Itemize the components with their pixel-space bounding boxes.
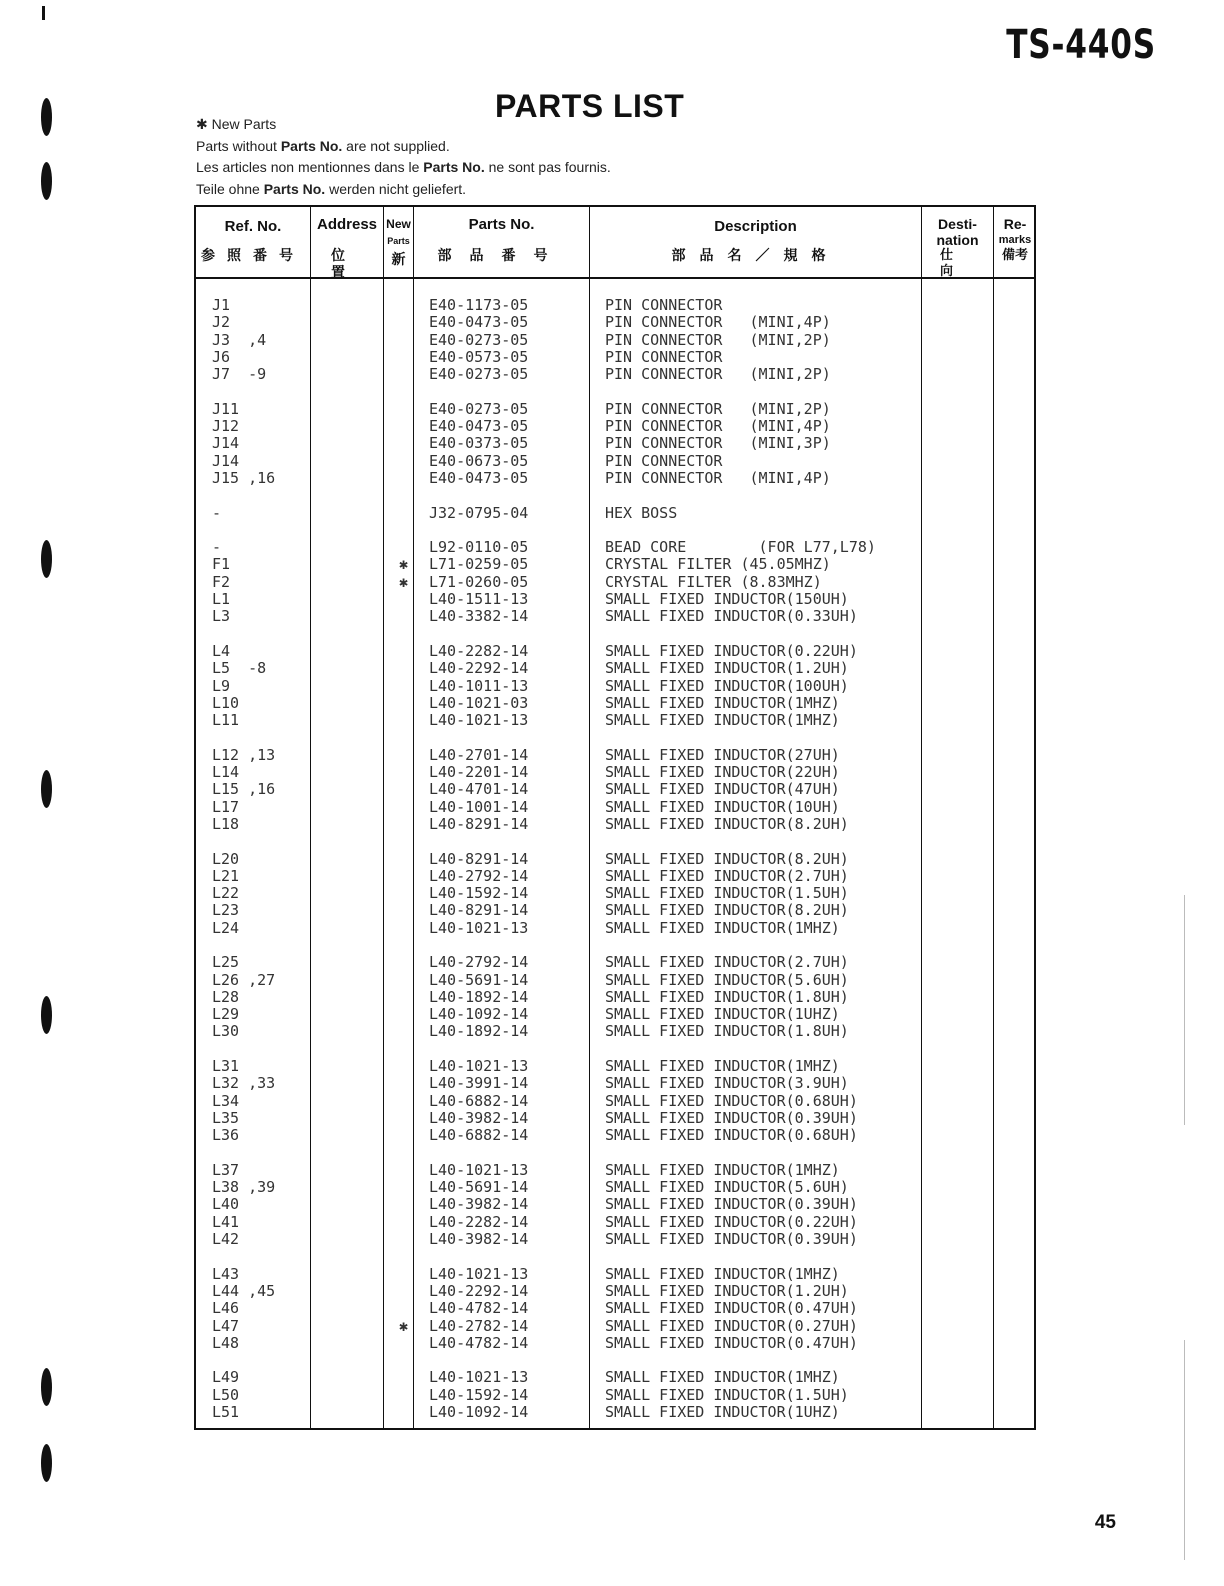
table-row	[196, 678, 1034, 695]
ref-cell: L5 -8	[212, 659, 267, 678]
part-number-cell: L40-1892-14	[429, 1022, 529, 1041]
row-group	[196, 747, 1034, 833]
part-number-cell: L40-2201-14	[429, 763, 529, 782]
row-group	[196, 1266, 1034, 1352]
ref-cell: L14	[212, 763, 240, 782]
table-row	[196, 1369, 1034, 1386]
table-row	[196, 505, 1034, 522]
part-number-cell: L40-1001-14	[429, 797, 529, 816]
ref-cell: L31	[212, 1057, 240, 1076]
part-number-cell: L40-3982-14	[429, 1108, 529, 1127]
table-row	[196, 1335, 1034, 1352]
table-row	[196, 1404, 1034, 1421]
part-number-cell: L40-1092-14	[429, 1403, 529, 1421]
col-description: Description 部品名／規格	[671, 218, 840, 264]
part-number-cell: L40-1021-13	[429, 711, 529, 730]
binder-hole	[41, 996, 52, 1034]
description-cell: SMALL FIXED INDUCTOR(8.2UH)	[605, 849, 849, 868]
part-number-cell: L40-2782-14	[429, 1316, 529, 1335]
part-number-cell: E40-0473-05	[429, 468, 529, 487]
table-row	[196, 712, 1034, 729]
description-cell: SMALL FIXED INDUCTOR(1.8UH)	[605, 1022, 849, 1041]
table-row	[196, 1231, 1034, 1248]
description-cell: SMALL FIXED INDUCTOR(8.2UH)	[605, 901, 849, 920]
description-cell: SMALL FIXED INDUCTOR(47UH)	[605, 780, 840, 799]
part-number-cell: L40-1021-13	[429, 1057, 529, 1076]
part-number-cell: L40-1592-14	[429, 1385, 529, 1404]
ref-cell: L12 ,13	[212, 745, 276, 764]
description-cell: PIN CONNECTOR (MINI,2P)	[605, 330, 831, 349]
binder-hole	[41, 1368, 52, 1406]
description-cell: PIN CONNECTOR	[605, 347, 723, 366]
row-group	[196, 1162, 1034, 1248]
description-cell: SMALL FIXED INDUCTOR(0.22UH)	[605, 1212, 858, 1231]
part-number-cell: L40-5691-14	[429, 1178, 529, 1197]
table-row	[196, 418, 1034, 435]
table-row	[196, 539, 1034, 556]
table-row	[196, 747, 1034, 764]
part-number-cell: L40-2282-14	[429, 641, 529, 660]
parts-rows	[196, 297, 1034, 1439]
ref-cell: L47	[212, 1316, 240, 1335]
binder-hole	[41, 162, 52, 200]
description-cell: PIN CONNECTOR	[605, 451, 723, 470]
table-row	[196, 332, 1034, 349]
part-number-cell: L40-2792-14	[429, 866, 529, 885]
ref-cell: L30	[212, 1022, 240, 1041]
ref-cell: L28	[212, 987, 240, 1006]
part-number-cell: L40-1511-13	[429, 590, 529, 609]
binder-hole	[41, 98, 52, 136]
description-cell: SMALL FIXED INDUCTOR(1.5UH)	[605, 884, 849, 903]
ref-cell: L34	[212, 1091, 240, 1110]
table-row	[196, 954, 1034, 971]
table-row	[196, 1162, 1034, 1179]
part-number-cell: E40-0373-05	[429, 434, 529, 453]
ref-cell: J11	[212, 399, 240, 418]
part-number-cell: L40-1592-14	[429, 884, 529, 903]
table-row	[196, 989, 1034, 1006]
table-row	[196, 435, 1034, 452]
part-number-cell: L40-5691-14	[429, 970, 529, 989]
description-cell: HEX BOSS	[605, 503, 678, 522]
table-row	[196, 297, 1034, 314]
table-row	[196, 1318, 1034, 1335]
part-number-cell: L40-6882-14	[429, 1091, 529, 1110]
description-cell: SMALL FIXED INDUCTOR(0.47UH)	[605, 1299, 858, 1318]
part-number-cell: L40-1021-13	[429, 1368, 529, 1387]
description-cell: SMALL FIXED INDUCTOR(5.6UH)	[605, 1178, 849, 1197]
ref-cell: L29	[212, 1005, 240, 1024]
part-number-cell: L40-1021-03	[429, 693, 529, 712]
part-number-cell: E40-0473-05	[429, 313, 529, 332]
description-cell: SMALL FIXED INDUCTOR(5.6UH)	[605, 970, 849, 989]
ref-cell: F2	[212, 572, 231, 591]
ref-cell: J12	[212, 417, 240, 436]
page-number: 45	[1094, 1512, 1116, 1533]
ref-cell: L42	[212, 1230, 240, 1249]
ref-cell: L11	[212, 711, 240, 730]
ref-cell: L35	[212, 1108, 240, 1127]
part-number-cell: L40-2292-14	[429, 1281, 529, 1300]
description-cell: SMALL FIXED INDUCTOR(27UH)	[605, 745, 840, 764]
table-row	[196, 885, 1034, 902]
table-row	[196, 1075, 1034, 1092]
description-cell: PIN CONNECTOR (MINI,2P)	[605, 365, 831, 384]
ref-cell: J2	[212, 313, 231, 332]
description-cell: SMALL FIXED INDUCTOR(8.2UH)	[605, 814, 849, 833]
ref-cell: L26 ,27	[212, 970, 276, 989]
ref-cell: L36	[212, 1126, 240, 1145]
description-cell: SMALL FIXED INDUCTOR(1MHZ)	[605, 1264, 840, 1283]
description-cell: SMALL FIXED INDUCTOR(100UH)	[605, 676, 849, 695]
ref-cell: L15 ,16	[212, 780, 276, 799]
ref-cell: L32 ,33	[212, 1074, 276, 1093]
ref-cell: J14	[212, 451, 240, 470]
ref-cell: L24	[212, 918, 240, 937]
ref-cell: J6	[212, 347, 231, 366]
ref-cell: L3	[212, 607, 231, 626]
table-row	[196, 1196, 1034, 1213]
description-cell: SMALL FIXED INDUCTOR(1MHZ)	[605, 711, 840, 730]
table-row	[196, 349, 1034, 366]
table-row	[196, 1110, 1034, 1127]
table-row	[196, 972, 1034, 989]
description-cell: SMALL FIXED INDUCTOR(1.8UH)	[605, 987, 849, 1006]
col-ref: Ref. No. 参照番号	[201, 218, 305, 264]
part-number-cell: E40-1173-05	[429, 296, 529, 314]
table-row	[196, 660, 1034, 677]
table-row	[196, 695, 1034, 712]
description-cell: SMALL FIXED INDUCTOR(1.5UH)	[605, 1385, 849, 1404]
part-number-cell: L40-8291-14	[429, 814, 529, 833]
part-number-cell: L40-2292-14	[429, 659, 529, 678]
table-row	[196, 556, 1034, 573]
ref-cell: L4	[212, 641, 231, 660]
ref-cell: J3 ,4	[212, 330, 267, 349]
ref-cell: L49	[212, 1368, 240, 1387]
col-parts-no: Parts No. 部品番号	[437, 216, 566, 264]
part-number-cell: J32-0795-04	[429, 503, 529, 522]
scan-artifact-line	[1184, 895, 1185, 1125]
col-remarks: Re- marks 備考	[998, 216, 1032, 263]
note-english: Parts without Parts No. are not supplied.	[196, 137, 450, 154]
table-row	[196, 1283, 1034, 1300]
table-row	[196, 781, 1034, 798]
description-cell: SMALL FIXED INDUCTOR(0.27UH)	[605, 1316, 858, 1335]
row-group	[196, 1058, 1034, 1144]
model-number: TS-440S	[1006, 22, 1156, 68]
ref-cell: L17	[212, 797, 240, 816]
description-cell: SMALL FIXED INDUCTOR(0.39UH)	[605, 1195, 858, 1214]
ref-cell: L10	[212, 693, 240, 712]
description-cell: SMALL FIXED INDUCTOR(1.2UH)	[605, 1281, 849, 1300]
row-group	[196, 297, 1034, 383]
table-row	[196, 1127, 1034, 1144]
part-number-cell: L40-6882-14	[429, 1126, 529, 1145]
ref-cell: L22	[212, 884, 240, 903]
note-german: Teile ohne Parts No. werden nicht geliefert.	[196, 180, 467, 197]
part-number-cell: E40-0573-05	[429, 347, 529, 366]
table-row	[196, 868, 1034, 885]
new-parts-note: ✱ New Parts	[196, 116, 277, 132]
ref-cell: L1	[212, 590, 231, 609]
table-row	[196, 643, 1034, 660]
ref-cell: -	[212, 503, 222, 522]
table-row	[196, 401, 1034, 418]
description-cell: PIN CONNECTOR (MINI,3P)	[605, 434, 831, 453]
part-number-cell: E40-0673-05	[429, 451, 529, 470]
table-row	[196, 453, 1034, 470]
part-number-cell: E40-0273-05	[429, 399, 529, 418]
description-cell: CRYSTAL FILTER (8.83MHZ)	[605, 572, 822, 591]
part-number-cell: L40-4782-14	[429, 1299, 529, 1318]
col-address: Address 位 置	[316, 216, 378, 281]
col-destination: Desti- nation 仕 向	[936, 216, 979, 279]
description-cell: SMALL FIXED INDUCTOR(1MHZ)	[605, 1057, 840, 1076]
part-number-cell: L40-8291-14	[429, 901, 529, 920]
ref-cell: L23	[212, 901, 240, 920]
description-cell: SMALL FIXED INDUCTOR(1UHZ)	[605, 1005, 840, 1024]
binder-hole	[41, 770, 52, 808]
description-cell: SMALL FIXED INDUCTOR(0.47UH)	[605, 1333, 858, 1352]
description-cell: SMALL FIXED INDUCTOR(0.39UH)	[605, 1230, 858, 1249]
description-cell: PIN CONNECTOR (MINI,2P)	[605, 399, 831, 418]
ref-cell: L43	[212, 1264, 240, 1283]
table-row	[196, 816, 1034, 833]
col-new-parts: New Parts 新	[386, 217, 411, 268]
row-group	[196, 539, 1034, 625]
part-number-cell: L40-3991-14	[429, 1074, 529, 1093]
part-number-cell: E40-0273-05	[429, 330, 529, 349]
description-cell: CRYSTAL FILTER (45.05MHZ)	[605, 555, 831, 574]
row-group	[196, 505, 1034, 522]
table-row	[196, 920, 1034, 937]
description-cell: SMALL FIXED INDUCTOR(1UHZ)	[605, 1403, 840, 1421]
table-row	[196, 314, 1034, 331]
part-number-cell: L40-1011-13	[429, 676, 529, 695]
table-row	[196, 1023, 1034, 1040]
part-number-cell: L40-2792-14	[429, 953, 529, 972]
table-row	[196, 591, 1034, 608]
table-row	[196, 608, 1034, 625]
description-cell: PIN CONNECTOR (MINI,4P)	[605, 417, 831, 436]
binder-hole	[41, 1444, 52, 1482]
margin-tick	[42, 6, 45, 20]
ref-cell: J7 -9	[212, 365, 267, 384]
part-number-cell: L40-1092-14	[429, 1005, 529, 1024]
part-number-cell: L40-3982-14	[429, 1230, 529, 1249]
description-cell: SMALL FIXED INDUCTOR(0.39UH)	[605, 1108, 858, 1127]
table-row	[196, 851, 1034, 868]
table-row	[196, 1387, 1034, 1404]
note-french: Les articles non mentionnes dans le Parts No. ne sont pas fournis.	[196, 159, 611, 175]
part-number-cell: L40-4782-14	[429, 1333, 529, 1352]
ref-cell: L18	[212, 814, 240, 833]
description-cell: SMALL FIXED INDUCTOR(3.9UH)	[605, 1074, 849, 1093]
notes-block	[196, 114, 611, 200]
part-number-cell: E40-0473-05	[429, 417, 529, 436]
table-row	[196, 366, 1034, 383]
table-row	[196, 764, 1034, 781]
page-title: PARTS LIST	[495, 88, 685, 124]
table-row	[196, 1006, 1034, 1023]
ref-cell: F1	[212, 555, 231, 574]
part-number-cell: L40-3382-14	[429, 607, 529, 626]
part-number-cell: E40-0273-05	[429, 365, 529, 384]
ref-cell: L20	[212, 849, 240, 868]
part-number-cell: L40-8291-14	[429, 849, 529, 868]
description-cell: SMALL FIXED INDUCTOR(1MHZ)	[605, 1160, 840, 1179]
description-cell: SMALL FIXED INDUCTOR(1MHZ)	[605, 1368, 840, 1387]
table-row	[196, 574, 1034, 591]
table-row	[196, 1300, 1034, 1317]
scan-artifact-line	[1184, 1340, 1185, 1560]
ref-cell: L21	[212, 866, 240, 885]
row-group	[196, 1369, 1034, 1421]
binder-hole	[41, 540, 52, 578]
row-group	[196, 401, 1034, 487]
ref-cell: L44 ,45	[212, 1281, 276, 1300]
table-row	[196, 902, 1034, 919]
table-row	[196, 1214, 1034, 1231]
description-cell: PIN CONNECTOR	[605, 296, 723, 314]
part-number-cell: L71-0259-05	[429, 555, 529, 574]
part-number-cell: L40-4701-14	[429, 780, 529, 799]
ref-cell: L50	[212, 1385, 240, 1404]
ref-cell: L25	[212, 953, 240, 972]
part-number-cell: L40-1021-13	[429, 1264, 529, 1283]
parts-table	[194, 205, 1036, 1430]
description-cell: PIN CONNECTOR (MINI,4P)	[605, 468, 831, 487]
ref-cell: L9	[212, 676, 231, 695]
description-cell: SMALL FIXED INDUCTOR(1MHZ)	[605, 693, 840, 712]
description-cell: SMALL FIXED INDUCTOR(0.68UH)	[605, 1091, 858, 1110]
table-row	[196, 1093, 1034, 1110]
part-number-cell: L40-1021-13	[429, 1160, 529, 1179]
ref-cell: -	[212, 538, 222, 557]
description-cell: SMALL FIXED INDUCTOR(22UH)	[605, 763, 840, 782]
ref-cell: L51	[212, 1403, 240, 1421]
new-part-mark: ✱	[399, 1316, 409, 1335]
row-group	[196, 643, 1034, 729]
new-part-mark: ✱	[399, 572, 409, 591]
description-cell: PIN CONNECTOR (MINI,4P)	[605, 313, 831, 332]
part-number-cell: L40-1021-13	[429, 918, 529, 937]
part-number-cell: L40-1892-14	[429, 987, 529, 1006]
ref-cell: J14	[212, 434, 240, 453]
description-cell: SMALL FIXED INDUCTOR(1.2UH)	[605, 659, 849, 678]
ref-cell: J15 ,16	[212, 468, 276, 487]
row-group	[196, 851, 1034, 937]
part-number-cell: L40-2282-14	[429, 1212, 529, 1231]
part-number-cell: L40-2701-14	[429, 745, 529, 764]
table-row	[196, 799, 1034, 816]
description-cell: SMALL FIXED INDUCTOR(1MHZ)	[605, 918, 840, 937]
ref-cell: L40	[212, 1195, 240, 1214]
ref-cell: L38 ,39	[212, 1178, 276, 1197]
part-number-cell: L40-3982-14	[429, 1195, 529, 1214]
description-cell: SMALL FIXED INDUCTOR(0.33UH)	[605, 607, 858, 626]
table-row	[196, 1179, 1034, 1196]
part-number-cell: L92-0110-05	[429, 538, 529, 557]
table-row	[196, 1266, 1034, 1283]
table-row	[196, 1058, 1034, 1075]
description-cell: SMALL FIXED INDUCTOR(10UH)	[605, 797, 840, 816]
ref-cell: J1	[212, 296, 231, 314]
ref-cell: L46	[212, 1299, 240, 1318]
row-group	[196, 954, 1034, 1040]
table-row	[196, 470, 1034, 487]
description-cell: BEAD CORE (FOR L77,L78)	[605, 538, 876, 557]
part-number-cell: L71-0260-05	[429, 572, 529, 591]
ref-cell: L37	[212, 1160, 240, 1179]
description-cell: SMALL FIXED INDUCTOR(150UH)	[605, 590, 849, 609]
description-cell: SMALL FIXED INDUCTOR(0.68UH)	[605, 1126, 858, 1145]
ref-cell: L41	[212, 1212, 240, 1231]
description-cell: SMALL FIXED INDUCTOR(0.22UH)	[605, 641, 858, 660]
description-cell: SMALL FIXED INDUCTOR(2.7UH)	[605, 953, 849, 972]
ref-cell: L48	[212, 1333, 240, 1352]
description-cell: SMALL FIXED INDUCTOR(2.7UH)	[605, 866, 849, 885]
new-part-mark: ✱	[399, 555, 409, 574]
